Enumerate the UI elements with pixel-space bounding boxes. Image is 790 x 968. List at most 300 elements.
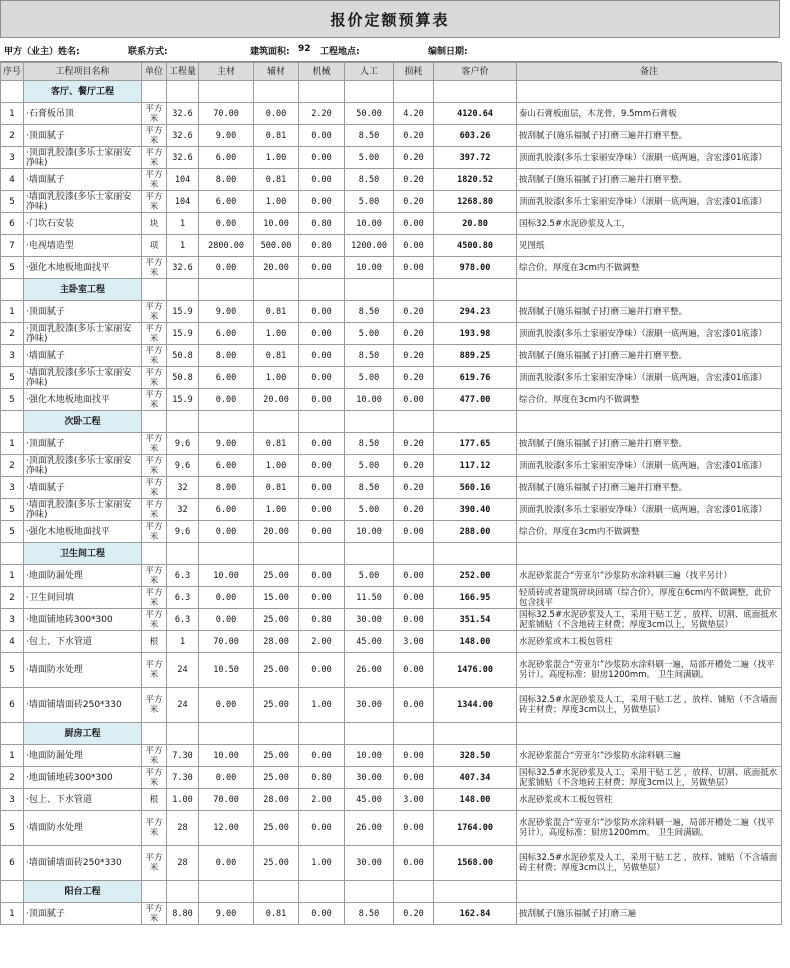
loss-cell: 0.00 xyxy=(394,521,434,543)
loss-cell: 0.00 xyxy=(394,653,434,688)
labor-cell: 5.00 xyxy=(345,147,394,169)
machine-cell: 0.00 xyxy=(299,521,345,543)
section-empty-cell xyxy=(517,411,782,433)
section-empty-cell xyxy=(394,723,434,745)
section-empty-cell xyxy=(199,411,254,433)
main-material-cell: 70.00 xyxy=(199,631,254,653)
qty-cell: 32.6 xyxy=(167,257,199,279)
qty-cell: 1 xyxy=(167,631,199,653)
quote-table xyxy=(0,62,782,925)
section-empty-cell xyxy=(394,881,434,903)
note-cell: 披刮腻子(施乐福腻子)打磨三遍并打磨平整。 xyxy=(517,125,782,147)
unit-cell: 平方米 xyxy=(142,688,167,723)
customer-price-cell: 4500.80 xyxy=(434,235,517,257)
customer-price-cell: 166.95 xyxy=(434,587,517,609)
main-material-cell: 8.00 xyxy=(199,477,254,499)
labor-cell: 8.50 xyxy=(345,169,394,191)
aux-material-cell: 25.00 xyxy=(254,767,299,789)
unit-cell: 平方米 xyxy=(142,301,167,323)
header-main: 主材 xyxy=(199,63,254,81)
aux-material-cell: 28.00 xyxy=(254,631,299,653)
machine-cell: 2.20 xyxy=(299,103,345,125)
qty-cell: 15.9 xyxy=(167,323,199,345)
main-material-cell: 0.00 xyxy=(199,767,254,789)
main-material-cell: 10.00 xyxy=(199,565,254,587)
note-cell: 顶面乳胶漆(多乐士家丽安净味）（滚刷一底两遍，含宏漆01底漆） xyxy=(517,191,782,213)
item-name: ·墙面防水处理 xyxy=(24,653,142,688)
labor-cell: 5.00 xyxy=(345,499,394,521)
note-cell: 披刮腻子(施乐福腻子)打磨三遍并打磨平整。 xyxy=(517,477,782,499)
loss-cell: 4.20 xyxy=(394,103,434,125)
customer-price-cell: 603.26 xyxy=(434,125,517,147)
loss-cell: 3.00 xyxy=(394,631,434,653)
item-name: ·顶面腻子 xyxy=(24,433,142,455)
qty-cell: 24 xyxy=(167,653,199,688)
customer-price-cell: 20.80 xyxy=(434,213,517,235)
labor-cell: 30.00 xyxy=(345,688,394,723)
labor-cell: 5.00 xyxy=(345,367,394,389)
main-material-cell: 0.00 xyxy=(199,609,254,631)
section-row xyxy=(1,881,782,903)
main-material-cell: 6.00 xyxy=(199,455,254,477)
main-material-cell: 9.00 xyxy=(199,903,254,925)
section-empty-cell xyxy=(199,723,254,745)
labor-cell: 8.50 xyxy=(345,433,394,455)
customer-price-cell: 390.40 xyxy=(434,499,517,521)
aux-material-cell: 25.00 xyxy=(254,653,299,688)
section-row xyxy=(1,81,782,103)
item-name: ·强化木地板地面找平 xyxy=(24,521,142,543)
section-empty-cell xyxy=(434,81,517,103)
loss-cell: 0.00 xyxy=(394,745,434,767)
table-row xyxy=(1,169,782,191)
note-cell: 国标32.5#水泥砂浆及人工，采用干贴工艺 ，放样、铺贴（不含墙面砖主材费；厚度3cm以上，另做垫层） xyxy=(517,846,782,881)
row-no: 5 xyxy=(1,367,24,389)
item-name: ·墙面防水处理 xyxy=(24,811,142,846)
table-row xyxy=(1,565,782,587)
item-name: ·强化木地板地面找平 xyxy=(24,389,142,411)
aux-material-cell: 28.00 xyxy=(254,789,299,811)
labor-cell: 10.00 xyxy=(345,213,394,235)
qty-cell: 15.9 xyxy=(167,389,199,411)
unit-cell: 平方米 xyxy=(142,521,167,543)
header-aux: 辅材 xyxy=(254,63,299,81)
qty-cell: 28 xyxy=(167,811,199,846)
labor-cell: 8.50 xyxy=(345,903,394,925)
section-spacer xyxy=(1,723,24,745)
section-empty-cell xyxy=(142,279,167,301)
header-item: 工程项目名称 xyxy=(24,63,142,81)
row-no: 2 xyxy=(1,323,24,345)
main-material-cell: 0.00 xyxy=(199,521,254,543)
machine-cell: 1.00 xyxy=(299,688,345,723)
note-cell: 国标32.5#水泥砂浆及人工，采用干贴工艺 ，放样、切割、底面抵水泥浆铺贴（不含地砖主材费；厚度3cm以上，另做垫层） xyxy=(517,767,782,789)
customer-price-cell: 1344.00 xyxy=(434,688,517,723)
note-cell: 顶面乳胶漆(多乐士家丽安净味）（滚刷一底两遍，含宏漆01底漆） xyxy=(517,367,782,389)
section-empty-cell xyxy=(434,543,517,565)
table-row xyxy=(1,789,782,811)
header-mech: 机械 xyxy=(299,63,345,81)
qty-cell: 7.30 xyxy=(167,767,199,789)
note-cell: 顶面乳胶漆(多乐士家丽安净味）（滚刷一底两遍，含宏漆01底漆） xyxy=(517,499,782,521)
section-spacer xyxy=(1,81,24,103)
quote-table-wrap xyxy=(0,62,782,925)
section-empty-cell xyxy=(517,881,782,903)
table-row xyxy=(1,499,782,521)
customer-price-cell: 619.76 xyxy=(434,367,517,389)
item-name: ·地面防漏处理 xyxy=(24,745,142,767)
machine-cell: 0.00 xyxy=(299,653,345,688)
section-empty-cell xyxy=(345,81,394,103)
machine-cell: 0.00 xyxy=(299,565,345,587)
note-cell: 披刮腻子(施乐福腻子)打磨三遍并打磨平整。 xyxy=(517,169,782,191)
section-empty-cell xyxy=(299,81,345,103)
loss-cell: 0.20 xyxy=(394,367,434,389)
section-row xyxy=(1,411,782,433)
loss-cell: 0.20 xyxy=(394,345,434,367)
loss-cell: 0.00 xyxy=(394,688,434,723)
unit-cell: 根 xyxy=(142,631,167,653)
main-material-cell: 0.00 xyxy=(199,846,254,881)
section-empty-cell xyxy=(254,881,299,903)
loss-cell: 0.20 xyxy=(394,903,434,925)
loss-cell: 0.20 xyxy=(394,323,434,345)
customer-price-cell: 288.00 xyxy=(434,521,517,543)
labor-cell: 8.50 xyxy=(345,125,394,147)
aux-material-cell: 0.81 xyxy=(254,433,299,455)
section-empty-cell xyxy=(299,279,345,301)
customer-price-cell: 117.12 xyxy=(434,455,517,477)
item-name: ·墙面腻子 xyxy=(24,477,142,499)
item-name: ·顶面乳胶漆(多乐士家丽安净味) xyxy=(24,455,142,477)
section-empty-cell xyxy=(167,411,199,433)
header-no: 序号 xyxy=(1,63,24,81)
unit-cell: 平方米 xyxy=(142,455,167,477)
aux-material-cell: 20.00 xyxy=(254,389,299,411)
table-row xyxy=(1,745,782,767)
unit-cell: 平方米 xyxy=(142,811,167,846)
customer-price-cell: 889.25 xyxy=(434,345,517,367)
labor-cell: 8.50 xyxy=(345,477,394,499)
labor-cell: 26.00 xyxy=(345,653,394,688)
labor-cell: 50.00 xyxy=(345,103,394,125)
main-material-cell: 9.00 xyxy=(199,301,254,323)
client-name-label: 甲方（业主）姓名: xyxy=(4,47,80,57)
machine-cell: 2.00 xyxy=(299,789,345,811)
customer-price-cell: 397.72 xyxy=(434,147,517,169)
customer-price-cell: 1568.00 xyxy=(434,846,517,881)
section-empty-cell xyxy=(254,81,299,103)
aux-material-cell: 15.00 xyxy=(254,587,299,609)
labor-cell: 26.00 xyxy=(345,811,394,846)
main-material-cell: 10.00 xyxy=(199,745,254,767)
qty-cell: 32 xyxy=(167,499,199,521)
section-row xyxy=(1,543,782,565)
item-name: ·顶面腻子 xyxy=(24,301,142,323)
labor-cell: 10.00 xyxy=(345,257,394,279)
item-name: ·地面防漏处理 xyxy=(24,565,142,587)
loss-cell: 0.00 xyxy=(394,811,434,846)
section-empty-cell xyxy=(434,411,517,433)
main-material-cell: 6.00 xyxy=(199,147,254,169)
sheet-title: 报价定额预算表 xyxy=(0,0,780,38)
section-empty-cell xyxy=(199,81,254,103)
section-spacer xyxy=(1,881,24,903)
main-material-cell: 0.00 xyxy=(199,257,254,279)
customer-price-cell: 4120.64 xyxy=(434,103,517,125)
section-empty-cell xyxy=(517,723,782,745)
aux-material-cell: 1.00 xyxy=(254,367,299,389)
note-cell: 水泥砂浆混合“劳亚尔”沙浆防水涂料刷一遍，局部开槽处二遍（找平另计）。高度标准：厨房1200mm。 卫生间满刷。 xyxy=(517,811,782,846)
section-empty-cell xyxy=(199,543,254,565)
qty-cell: 6.3 xyxy=(167,565,199,587)
labor-cell: 1200.00 xyxy=(345,235,394,257)
loss-cell: 0.20 xyxy=(394,499,434,521)
header-price: 客户价 xyxy=(434,63,517,81)
loss-cell: 0.20 xyxy=(394,455,434,477)
unit-cell: 平方米 xyxy=(142,477,167,499)
section-empty-cell xyxy=(142,881,167,903)
main-material-cell: 6.00 xyxy=(199,367,254,389)
row-no: 6 xyxy=(1,688,24,723)
note-cell: 披刮腻子(施乐福腻子)打磨三遍并打磨平整。 xyxy=(517,301,782,323)
unit-cell: 平方米 xyxy=(142,653,167,688)
table-row xyxy=(1,811,782,846)
loss-cell: 0.00 xyxy=(394,565,434,587)
section-spacer xyxy=(1,411,24,433)
row-no: 3 xyxy=(1,609,24,631)
customer-price-cell: 1764.00 xyxy=(434,811,517,846)
item-name: ·墙面乳胶漆(多乐士家丽安净味) xyxy=(24,191,142,213)
loss-cell: 0.20 xyxy=(394,301,434,323)
loss-cell: 0.00 xyxy=(394,767,434,789)
row-no: 1 xyxy=(1,433,24,455)
row-no: 1 xyxy=(1,903,24,925)
aux-material-cell: 0.00 xyxy=(254,103,299,125)
aux-material-cell: 25.00 xyxy=(254,811,299,846)
qty-cell: 32.6 xyxy=(167,147,199,169)
note-cell: 综合价，厚度在3cm内不做调整 xyxy=(517,389,782,411)
machine-cell: 0.00 xyxy=(299,169,345,191)
unit-cell: 平方米 xyxy=(142,846,167,881)
item-name: ·顶面乳胶漆(多乐士家丽安净味) xyxy=(24,147,142,169)
section-title: 厨房工程 xyxy=(24,723,142,745)
aux-material-cell: 25.00 xyxy=(254,565,299,587)
row-no: 5 xyxy=(1,521,24,543)
note-cell: 水泥砂浆混合“劳亚尔”沙浆防水涂料刷三遍 xyxy=(517,745,782,767)
loss-cell: 0.00 xyxy=(394,235,434,257)
note-cell: 水泥砂浆混合“劳亚尔”沙浆防水涂料刷三遍（找平另计） xyxy=(517,565,782,587)
aux-material-cell: 20.00 xyxy=(254,521,299,543)
note-cell: 综合价，厚度在3cm内不做调整 xyxy=(517,521,782,543)
labor-cell: 30.00 xyxy=(345,767,394,789)
item-name: ·墙面铺墙面砖250*330 xyxy=(24,846,142,881)
table-row xyxy=(1,345,782,367)
loss-cell: 0.20 xyxy=(394,147,434,169)
machine-cell: 0.00 xyxy=(299,499,345,521)
item-name: ·地面铺地砖300*300 xyxy=(24,767,142,789)
item-name: ·石膏板吊顶 xyxy=(24,103,142,125)
machine-cell: 0.80 xyxy=(299,213,345,235)
customer-price-cell: 177.65 xyxy=(434,433,517,455)
machine-cell: 0.00 xyxy=(299,191,345,213)
project-info-row xyxy=(0,37,778,62)
section-empty-cell xyxy=(299,881,345,903)
main-material-cell: 8.00 xyxy=(199,345,254,367)
section-empty-cell xyxy=(254,723,299,745)
loss-cell: 0.00 xyxy=(394,609,434,631)
section-empty-cell xyxy=(142,723,167,745)
section-empty-cell xyxy=(345,723,394,745)
area-value: 92 xyxy=(298,44,311,54)
unit-cell: 平方米 xyxy=(142,609,167,631)
item-name: ·门坎石安装 xyxy=(24,213,142,235)
loss-cell: 0.20 xyxy=(394,433,434,455)
labor-cell: 8.50 xyxy=(345,301,394,323)
aux-material-cell: 1.00 xyxy=(254,323,299,345)
row-no: 2 xyxy=(1,587,24,609)
customer-price-cell: 560.16 xyxy=(434,477,517,499)
machine-cell: 0.00 xyxy=(299,903,345,925)
item-name: ·墙面腻子 xyxy=(24,169,142,191)
aux-material-cell: 10.00 xyxy=(254,213,299,235)
loss-cell: 0.20 xyxy=(394,191,434,213)
item-name: ·墙面乳胶漆(多乐士家丽安净味) xyxy=(24,367,142,389)
section-empty-cell xyxy=(345,279,394,301)
aux-material-cell: 25.00 xyxy=(254,846,299,881)
customer-price-cell: 193.98 xyxy=(434,323,517,345)
qty-cell: 50.8 xyxy=(167,367,199,389)
section-empty-cell xyxy=(254,279,299,301)
row-no: 6 xyxy=(1,213,24,235)
note-cell: 披刮腻子(施乐福腻子)打磨三遍并打磨平整。 xyxy=(517,433,782,455)
row-no: 5 xyxy=(1,191,24,213)
location-label: 工程地点: xyxy=(320,47,360,57)
machine-cell: 0.00 xyxy=(299,345,345,367)
customer-price-cell: 477.00 xyxy=(434,389,517,411)
table-row xyxy=(1,213,782,235)
contact-label: 联系方式: xyxy=(128,47,168,57)
aux-material-cell: 0.81 xyxy=(254,903,299,925)
qty-cell: 24 xyxy=(167,688,199,723)
main-material-cell: 9.00 xyxy=(199,433,254,455)
loss-cell: 0.20 xyxy=(394,169,434,191)
header-qty: 工程量 xyxy=(167,63,199,81)
machine-cell: 0.80 xyxy=(299,235,345,257)
section-empty-cell xyxy=(167,279,199,301)
section-row xyxy=(1,723,782,745)
table-row xyxy=(1,653,782,688)
table-row xyxy=(1,125,782,147)
qty-cell: 32 xyxy=(167,477,199,499)
customer-price-cell: 148.00 xyxy=(434,789,517,811)
header-labor: 人工 xyxy=(345,63,394,81)
main-material-cell: 12.00 xyxy=(199,811,254,846)
customer-price-cell: 351.54 xyxy=(434,609,517,631)
qty-cell: 104 xyxy=(167,169,199,191)
section-empty-cell xyxy=(345,881,394,903)
row-no: 4 xyxy=(1,631,24,653)
labor-cell: 45.00 xyxy=(345,631,394,653)
item-name: ·卫生间回填 xyxy=(24,587,142,609)
section-title: 主卧室工程 xyxy=(24,279,142,301)
qty-cell: 8.80 xyxy=(167,903,199,925)
row-no: 5 xyxy=(1,257,24,279)
unit-cell: 平方米 xyxy=(142,767,167,789)
header-row xyxy=(1,63,782,81)
row-no: 2 xyxy=(1,125,24,147)
item-name: ·顶面腻子 xyxy=(24,125,142,147)
item-name: ·强化木地板地面找平 xyxy=(24,257,142,279)
unit-cell: 平方米 xyxy=(142,169,167,191)
section-empty-cell xyxy=(517,81,782,103)
customer-price-cell: 407.34 xyxy=(434,767,517,789)
section-empty-cell xyxy=(394,81,434,103)
main-material-cell: 10.50 xyxy=(199,653,254,688)
section-empty-cell xyxy=(394,279,434,301)
qty-cell: 6.3 xyxy=(167,587,199,609)
aux-material-cell: 0.81 xyxy=(254,301,299,323)
item-name: ·墙面铺墙面砖250*330 xyxy=(24,688,142,723)
qty-cell: 15.9 xyxy=(167,301,199,323)
row-no: 3 xyxy=(1,789,24,811)
customer-price-cell: 978.00 xyxy=(434,257,517,279)
loss-cell: 0.20 xyxy=(394,477,434,499)
item-name: ·顶面乳胶漆(多乐士家丽安净味) xyxy=(24,323,142,345)
labor-cell: 8.50 xyxy=(345,345,394,367)
labor-cell: 5.00 xyxy=(345,323,394,345)
section-title: 阳台工程 xyxy=(24,881,142,903)
qty-cell: 50.8 xyxy=(167,345,199,367)
qty-cell: 28 xyxy=(167,846,199,881)
table-row xyxy=(1,103,782,125)
row-no: 5 xyxy=(1,811,24,846)
unit-cell: 平方米 xyxy=(142,367,167,389)
aux-material-cell: 500.00 xyxy=(254,235,299,257)
main-material-cell: 70.00 xyxy=(199,789,254,811)
note-cell: 泰山石膏板面层，木龙骨，9.5mm石膏板 xyxy=(517,103,782,125)
section-empty-cell xyxy=(299,723,345,745)
section-empty-cell xyxy=(142,411,167,433)
customer-price-cell: 1476.00 xyxy=(434,653,517,688)
labor-cell: 30.00 xyxy=(345,846,394,881)
date-label: 编制日期: xyxy=(428,47,468,57)
machine-cell: 2.00 xyxy=(299,631,345,653)
section-empty-cell xyxy=(167,723,199,745)
note-cell: 顶面乳胶漆(多乐士家丽安净味）（滚刷一底两遍，含宏漆01底漆） xyxy=(517,323,782,345)
aux-material-cell: 1.00 xyxy=(254,147,299,169)
note-cell: 见图纸 xyxy=(517,235,782,257)
table-row xyxy=(1,903,782,925)
qty-cell: 9.6 xyxy=(167,433,199,455)
section-empty-cell xyxy=(254,543,299,565)
section-empty-cell xyxy=(142,81,167,103)
aux-material-cell: 0.81 xyxy=(254,125,299,147)
section-empty-cell xyxy=(394,543,434,565)
aux-material-cell: 0.81 xyxy=(254,345,299,367)
main-material-cell: 0.00 xyxy=(199,688,254,723)
machine-cell: 0.00 xyxy=(299,455,345,477)
customer-price-cell: 252.00 xyxy=(434,565,517,587)
labor-cell: 5.00 xyxy=(345,191,394,213)
machine-cell: 1.00 xyxy=(299,846,345,881)
machine-cell: 0.00 xyxy=(299,477,345,499)
customer-price-cell: 328.50 xyxy=(434,745,517,767)
aux-material-cell: 0.81 xyxy=(254,169,299,191)
note-cell: 综合价，厚度在3cm内不做调整 xyxy=(517,257,782,279)
labor-cell: 10.00 xyxy=(345,521,394,543)
customer-price-cell: 1268.80 xyxy=(434,191,517,213)
